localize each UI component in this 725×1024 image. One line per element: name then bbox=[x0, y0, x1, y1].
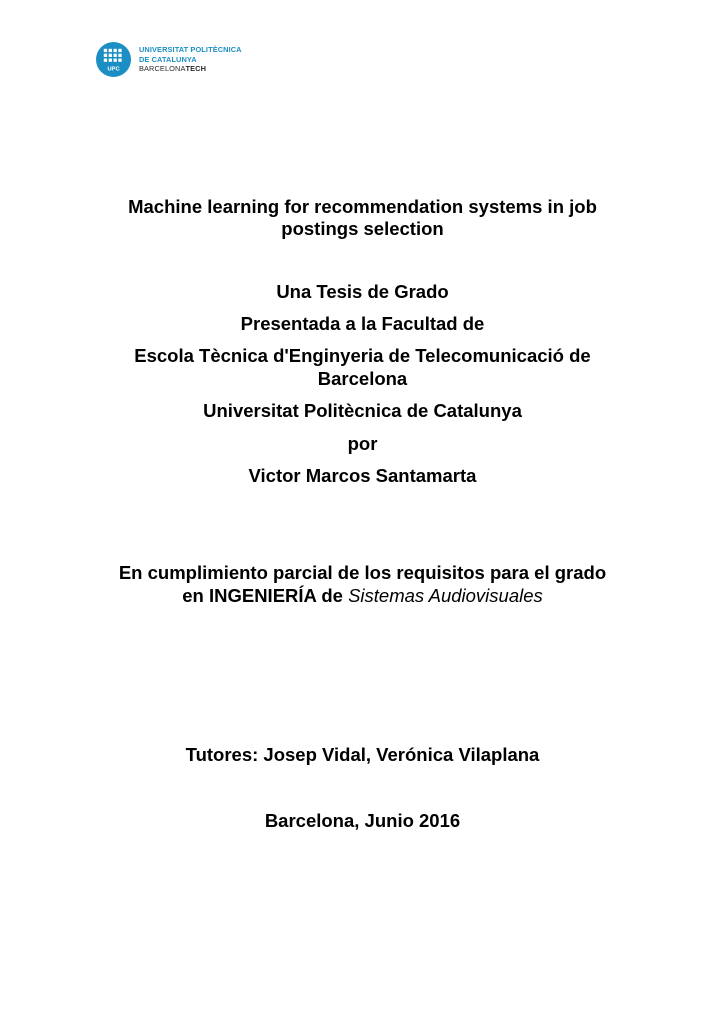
author-name: Victor Marcos Santamarta bbox=[248, 465, 477, 486]
thesis-title-line-1: Machine learning for recommendation systems in job bbox=[128, 196, 597, 217]
degree-field: Sistemas Audiovisuales bbox=[348, 585, 543, 606]
upc-logo bbox=[96, 42, 242, 77]
tutors: Tutores: Josep Vidal, Verónica Vilaplana bbox=[185, 744, 540, 765]
thesis-type: Una Tesis de Grado bbox=[276, 281, 449, 302]
upc-logo-text bbox=[139, 45, 242, 73]
thesis-title-line-2: postings selection bbox=[281, 218, 444, 239]
logo-line-2: DE CATALUNYA bbox=[139, 54, 197, 64]
degree-label: en INGENIERÍA de bbox=[182, 585, 343, 606]
presented-to: Presentada a la Facultad de bbox=[240, 313, 485, 334]
fulfillment-line-2 bbox=[0, 585, 725, 607]
place-date: Barcelona, Junio 2016 bbox=[264, 810, 461, 831]
logo-line-1: UNIVERSITAT POLITÈCNICA bbox=[139, 45, 242, 55]
by-label: por bbox=[347, 433, 378, 454]
school-name-line-2: Barcelona bbox=[317, 368, 408, 389]
university-name: Universitat Politècnica de Catalunya bbox=[203, 400, 522, 421]
upc-seal-icon bbox=[96, 42, 131, 77]
fulfillment-line-1: En cumplimiento parcial de los requisitos para el grado bbox=[118, 562, 607, 583]
svg-text:UPC: UPC bbox=[107, 66, 120, 73]
logo-line-3: BARCELONATECH bbox=[139, 64, 207, 74]
school-name-line-1: Escola Tècnica d'Enginyeria de Telecomunicació de bbox=[134, 345, 591, 366]
